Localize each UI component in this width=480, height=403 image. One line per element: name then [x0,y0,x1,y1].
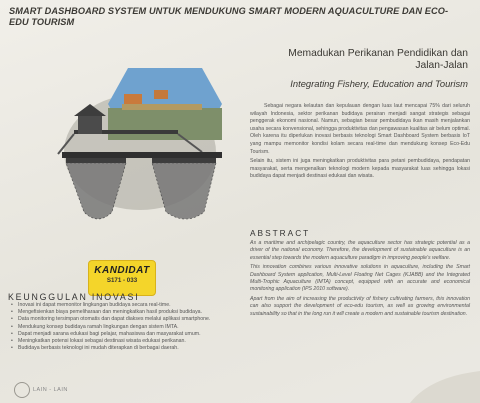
advantages-list [6,302,250,352]
abstract-paragraph: This innovation combines various innovative solutions in aquaculture, including the Smart Dashboard System application, Multi-Level Floating Net Cages (KJABB) and the Integrated Multi-Trophic Aquaculture (IMTA) concept, equipped with an accurate and economical monitoring application (IPS 2010 software). [250,264,470,293]
intro-text [250,103,470,181]
list-item: • Mendukung konsep budidaya ramah lingkungan dengan sistem IMTA. [14,324,250,331]
abstract-heading: ABSTRACT [250,228,311,238]
candidate-number: S171 - 033 [106,277,138,284]
list-item: • Data monitoring tersimpan otomatis dan dapat diakses melalui aplikasi smartphone. [14,316,250,323]
candidate-badge [88,260,156,296]
wave-decoration-icon [410,363,480,403]
intro-paragraph: Sebagai negara kelautan dan kepulauan dengan luas laut mencapai 75% dari seluruh wilayah Indonesia, sektor perikanan budidaya perairan menjadi sangat strategis sebagai penggerak ekonomi nasional. Namun, sebagian besar pembudidaya ikan masih menjalankan usaha secara konvensional, sehingga produktivitas dan pengawasan kualitas air belum optimal. Oleh karena itu diperlukan inovasi berbasis teknologi Smart Dashboard System berbasis IoT yang mampu memonitor kondisi kolam secara real-time dan mendukung konsep Eco-Edu Tourism. [250,103,470,155]
list-item: • Mengefisienkan biaya pemeliharaan dan meningkatkan hasil produksi budidaya. [14,309,250,316]
logo-text: LAIN - LAIN [33,387,68,393]
list-item: • Meningkatkan potensi lokasi sebagai destinasi wisata edukasi perikanan. [14,338,250,345]
candidate-label: KANDIDAT [94,265,150,276]
list-item: • Inovasi ini dapat memonitor lingkungan budidaya secara real-time. [14,302,250,309]
abstract-text [250,240,470,318]
list-item: • Budidaya berbasis teknologi ini mudah diterapkan di berbagai daerah. [14,345,250,352]
logo-icon [14,382,30,398]
list-item: • Dapat menjadi sarana edukasi bagi pelajar, mahasiswa dan masyarakat umum. [14,331,250,338]
abstract-paragraph: Apart from the aim of increasing the productivity of fishery cultivating farmers, this innovation can also support the development of eco-edu tourism, as well as growing environmental sustainability so that in the long run it will create a modern and sustainable tourism destination. [250,295,470,317]
advantages-heading: KEUNGGULAN INOVASI [8,292,140,302]
subtitle-block [288,48,468,89]
subtitle-english: Integrating Fishery, Education and Tourism [290,78,468,89]
subtitle-indonesian: Memadukan Perikanan Pendidikan dan Jalan-Jalan [288,48,468,71]
poster-title: SMART DASHBOARD SYSTEM UNTUK MENDUKUNG SMART MODERN AQUACULTURE DAN ECO-EDU TOURISM [9,6,449,27]
hexagon-photo [108,68,222,140]
intro-paragraph: Selain itu, sistem ini juga meningkatkan produktivitas para petani pembudidaya, pendapatan masyarakat, serta mengenalkan teknologi modern kepada masyarakat luas sehingga lokasi budidaya dapat menjadi destinasi edukasi dan wisata. [250,158,470,180]
floating-cage-illustration [54,60,232,276]
abstract-paragraph: As a maritime and archipelagic country, the aquaculture sector has strategic potential as a driver of the national economy. Therefore, the development of sustainable aquaculture is an essential step towards the modern aquaculture paradigm in improving people's welfare. [250,240,470,261]
